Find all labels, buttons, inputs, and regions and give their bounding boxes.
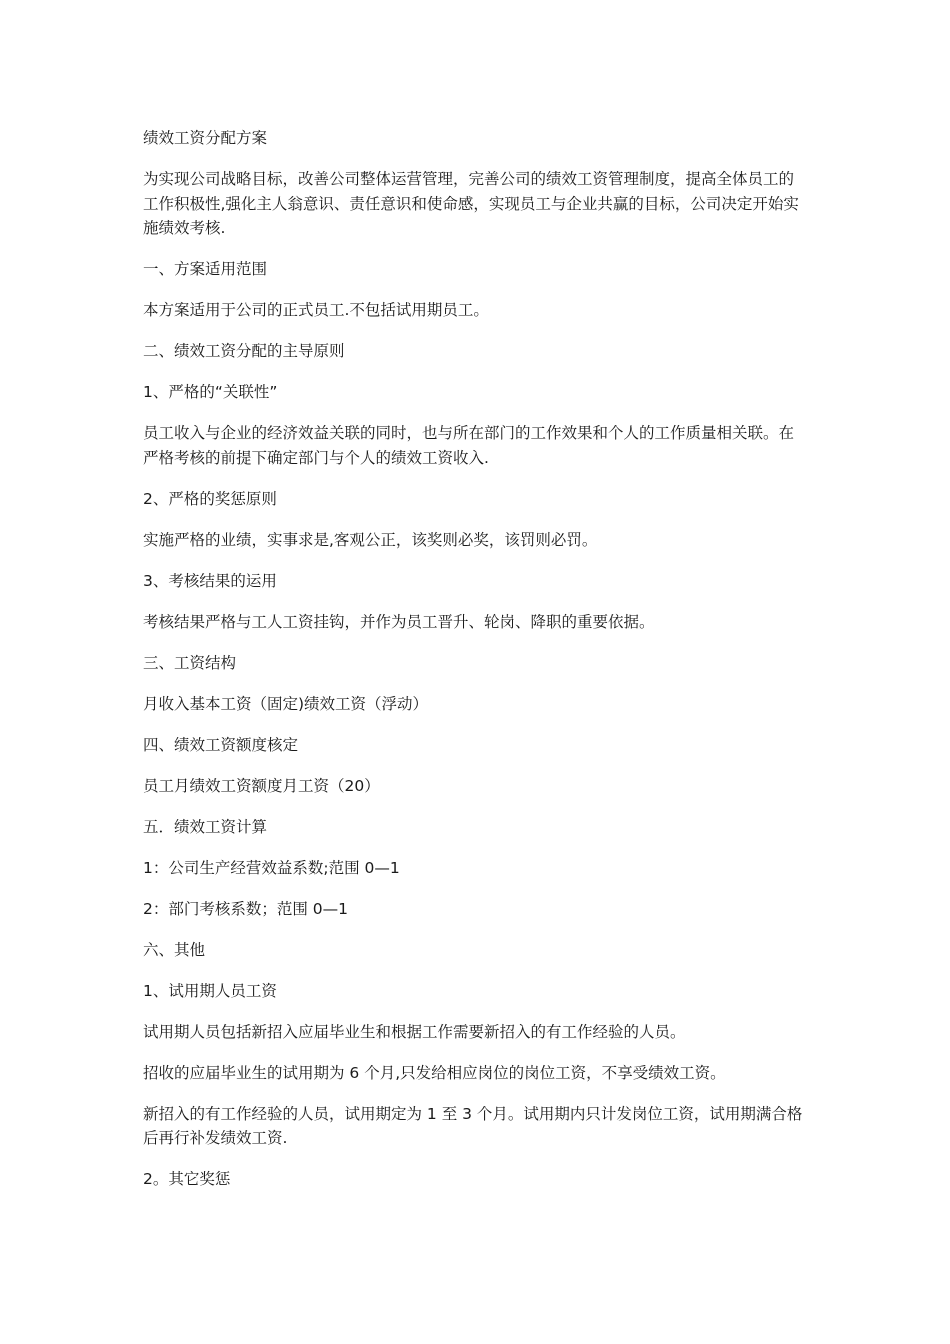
section3-heading: 三、工资结构 — [143, 653, 237, 672]
document-body — [143, 126, 807, 1208]
section6-heading: 六、其他 — [143, 940, 206, 959]
section2-heading: 二、绩效工资分配的主导原则 — [143, 342, 345, 360]
section3-text: 月收入基本工资（固定)绩效工资（浮动） — [143, 694, 429, 713]
principle3-text: 考核结果严格与工人工资挂钩，并作为员工晋升、轮岗、降职的重要依据。 — [143, 612, 655, 631]
principle1-text: 员工收入与企业的经济效益关联的同时，也与所在部门的工作效果和个人的工作质量相关联。在严格考核的前提下确定部门与个人的绩效工资收入. — [143, 424, 795, 467]
section4-text — [143, 774, 807, 799]
other1-text2: 招收的应届毕业生的试用期为 6 个月,只发给相应岗位的岗位工资，不享受绩效工资。 — [143, 1063, 726, 1082]
other1-text3: 新招入的有工作经验的人员，试用期定为 1 至 3 个月。试用期内只计发岗位工资，试用期满合格后再行补发绩效工资. — [143, 1104, 803, 1147]
principle3-heading: 3、考核结果的运用 — [143, 571, 277, 590]
calc1-text: 1：公司生产经营效益系数;范围 0—1 — [143, 858, 400, 877]
principle2-text: 实施严格的业绩，实事求是,客观公正，该奖则必奖，该罚则必罚。 — [143, 530, 598, 549]
section4-text-b: 工资 — [298, 776, 330, 795]
section4-heading: 四、绩效工资额度核定 — [143, 735, 299, 754]
other1-heading: 1、试用期人员工资 — [143, 981, 277, 1000]
section4-text-c: （20） — [329, 776, 380, 795]
other1-text1: 试用期人员包括新招入应届毕业生和根据工作需要新招入的有工作经验的人员。 — [143, 1022, 686, 1041]
principle2-heading: 2、严格的奖惩原则 — [143, 489, 277, 508]
section5-heading: 五．绩效工资计算 — [143, 817, 268, 836]
document-title: 绩效工资分配方案 — [143, 129, 268, 147]
principle1-heading: 1、严格的“关联性” — [143, 383, 278, 401]
section4-text-a: 员工月绩效工资额度月 — [143, 776, 299, 795]
section1-heading: 一、方案适用范围 — [143, 260, 268, 278]
intro-paragraph: 为实现公司战略目标，改善公司整体运营管理，完善公司的绩效工资管理制度，提高全体员工的工作积极性,强化主人翁意识、责任意识和使命感，实现员工与企业共赢的目标，公司决定开始实施绩效考核. — [143, 170, 799, 237]
section1-text: 本方案适用于公司的正式员工.不包括试用期员工。 — [143, 301, 489, 319]
other2-heading: 2。其它奖惩 — [143, 1170, 231, 1188]
calc2-text: 2：部门考核系数；范围 0—1 — [143, 899, 349, 918]
